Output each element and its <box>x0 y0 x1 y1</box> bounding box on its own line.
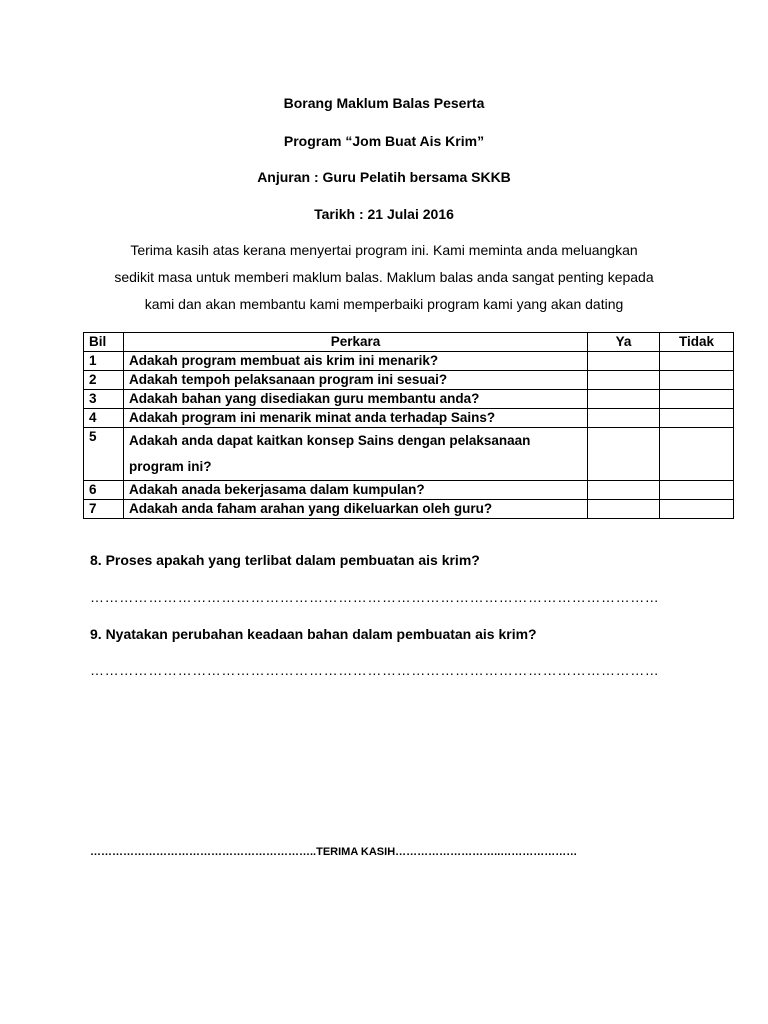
tidak-cell[interactable] <box>660 352 734 371</box>
ya-cell[interactable] <box>588 390 660 409</box>
organizer-line: Anjuran : Guru Pelatih bersama SKKB <box>257 169 511 185</box>
intro-line-2: sedikit masa untuk memberi maklum balas. Maklum balas anda sangat penting kepada <box>114 269 654 285</box>
row-item: Adakah anda faham arahan yang dikeluarkan oleh guru? <box>124 500 588 519</box>
tidak-cell[interactable] <box>660 428 734 481</box>
question-9: 9. Nyatakan perubahan keadaan bahan dalam pembuatan ais krim? <box>90 626 537 642</box>
row-item: Adakah bahan yang disediakan guru membantu anda? <box>124 390 588 409</box>
table-row <box>84 500 734 519</box>
footer-thank-you: ……………………………………………………..TERIMA KASIH………………………..………………… <box>90 846 578 858</box>
row-item-line-2: program ini? <box>129 459 212 474</box>
row-item: Adakah program ini menarik minat anda terhadap Sains? <box>124 409 588 428</box>
row-number: 4 <box>84 409 124 428</box>
row-number: 5 <box>84 428 124 481</box>
header-ya: Ya <box>588 333 660 352</box>
ya-cell[interactable] <box>588 352 660 371</box>
answer-line-9[interactable]: ……………………………………………………………………………………………………… <box>90 663 660 677</box>
row-item-line-1: Adakah anda dapat kaitkan konsep Sains dengan pelaksanaan <box>129 433 531 448</box>
answer-line-8[interactable]: ……………………………………………………………………………………………………… <box>90 590 660 604</box>
tidak-cell[interactable] <box>660 390 734 409</box>
table-row <box>84 409 734 428</box>
table-row <box>84 371 734 390</box>
row-item: Adakah anada bekerjasama dalam kumpulan? <box>124 481 588 500</box>
tidak-cell[interactable] <box>660 371 734 390</box>
table-row <box>84 352 734 371</box>
table-row <box>84 390 734 409</box>
row-number: 3 <box>84 390 124 409</box>
intro-line-1: Terima kasih atas kerana menyertai program ini. Kami meminta anda meluangkan <box>130 242 638 258</box>
form-title: Borang Maklum Balas Peserta <box>283 95 485 111</box>
date-line: Tarikh : 21 Julai 2016 <box>314 206 454 222</box>
program-title: Program “Jom Buat Ais Krim” <box>283 133 485 149</box>
question-8: 8. Proses apakah yang terlibat dalam pembuatan ais krim? <box>90 552 480 568</box>
ya-cell[interactable] <box>588 409 660 428</box>
header-perkara: Perkara <box>124 333 588 352</box>
row-number: 7 <box>84 500 124 519</box>
tidak-cell[interactable] <box>660 481 734 500</box>
tidak-cell[interactable] <box>660 500 734 519</box>
header-tidak: Tidak <box>660 333 734 352</box>
feedback-table <box>83 332 734 519</box>
tidak-cell[interactable] <box>660 409 734 428</box>
row-number: 2 <box>84 371 124 390</box>
ya-cell[interactable] <box>588 500 660 519</box>
table-header-row <box>84 333 734 352</box>
ya-cell[interactable] <box>588 371 660 390</box>
table-row <box>84 481 734 500</box>
row-item: Adakah program membuat ais krim ini menarik? <box>124 352 588 371</box>
row-number: 1 <box>84 352 124 371</box>
header-bil: Bil <box>84 333 124 352</box>
ya-cell[interactable] <box>588 428 660 481</box>
ya-cell[interactable] <box>588 481 660 500</box>
row-item <box>124 428 588 481</box>
row-number: 6 <box>84 481 124 500</box>
table-row <box>84 428 734 481</box>
row-item: Adakah tempoh pelaksanaan program ini sesuai? <box>124 371 588 390</box>
intro-line-3: kami dan akan membantu kami memperbaiki program kami yang akan dating <box>144 296 624 312</box>
